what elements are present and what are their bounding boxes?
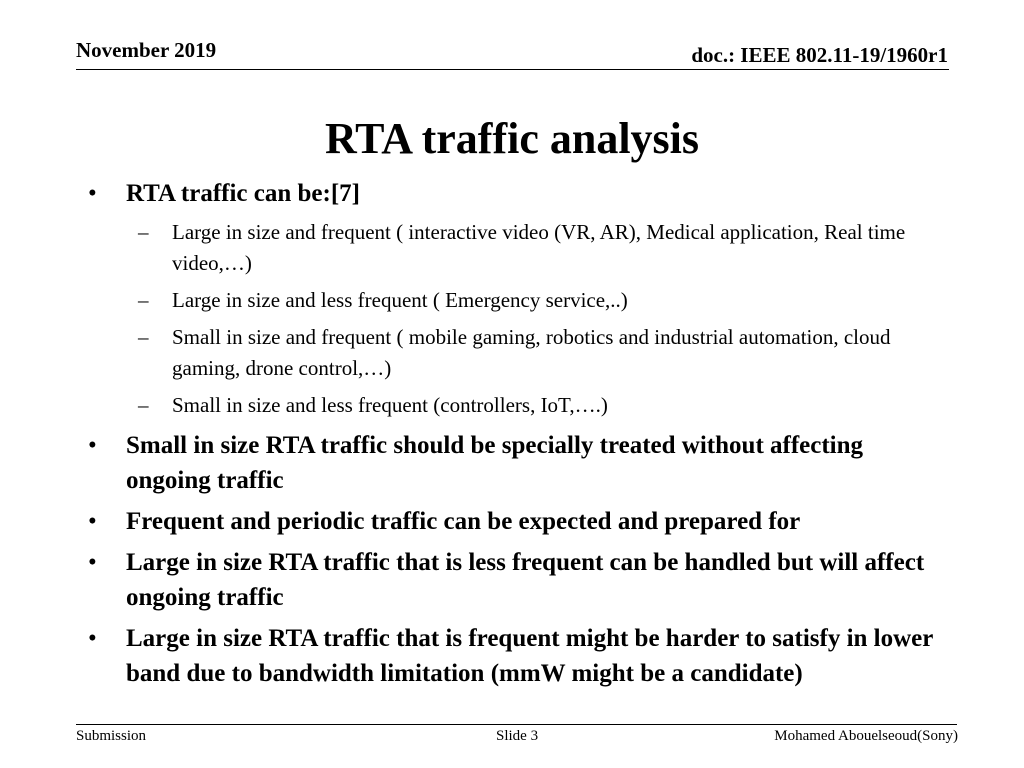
footer-slide-number: Slide 3 xyxy=(496,728,539,744)
sub-bullet-item xyxy=(138,217,948,279)
bullet-item xyxy=(88,176,948,211)
slide-body xyxy=(88,176,948,691)
bullet-text: Frequent and periodic traffic can be expected and prepared for xyxy=(126,508,801,535)
sub-bullet-text: Small in size and less frequent (controllers, IoT,….) xyxy=(172,393,608,417)
sub-bullet-item xyxy=(138,322,948,384)
sub-bullet-text: Large in size and frequent ( interactive video (VR, AR), Medical application, Real time video,…) xyxy=(172,220,906,275)
bullet-text: Large in size RTA traffic that is frequent might be harder to satisfy in lower band due to bandwidth limitation (mmW might be a candidate) xyxy=(126,625,933,687)
sub-bullet-text: Large in size and less frequent ( Emergency service,..) xyxy=(172,288,628,312)
bullet-dot-icon: • xyxy=(88,625,97,652)
bullet-dot-icon: • xyxy=(88,508,97,535)
sub-bullet-text: Small in size and frequent ( mobile gaming, robotics and industrial automation, cloud gaming, drone control,…) xyxy=(172,325,891,380)
dash-icon: – xyxy=(138,393,149,417)
footer-divider xyxy=(76,724,957,725)
bullet-text: RTA traffic can be:[7] xyxy=(126,180,361,207)
bullet-text: Small in size RTA traffic should be specially treated without affecting ongoing traffic xyxy=(126,432,864,494)
slide-title: RTA traffic analysis xyxy=(324,114,700,163)
bullet-item xyxy=(88,621,948,691)
bullet-dot-icon: • xyxy=(88,549,97,576)
footer-author: Mohamed Abouelseoud(Sony) xyxy=(774,728,958,744)
bullet-dot-icon: • xyxy=(88,432,97,459)
bullet-text: Large in size RTA traffic that is less frequent can be handled but will affect ongoing traffic xyxy=(126,549,925,611)
bullet-item xyxy=(88,504,948,539)
header-divider xyxy=(76,69,949,70)
bullet-dot-icon: • xyxy=(88,180,97,207)
sub-bullet-item xyxy=(138,390,948,421)
header-doc-id: doc.: IEEE 802.11-19/1960r1 xyxy=(691,43,948,67)
dash-icon: – xyxy=(138,325,149,349)
sub-bullet-item xyxy=(138,285,948,316)
footer-submission: Submission xyxy=(76,728,147,744)
bullet-item xyxy=(88,428,948,498)
dash-icon: – xyxy=(138,220,149,244)
bullet-item xyxy=(88,545,948,615)
header-date: November 2019 xyxy=(76,38,217,62)
dash-icon: – xyxy=(138,288,149,312)
